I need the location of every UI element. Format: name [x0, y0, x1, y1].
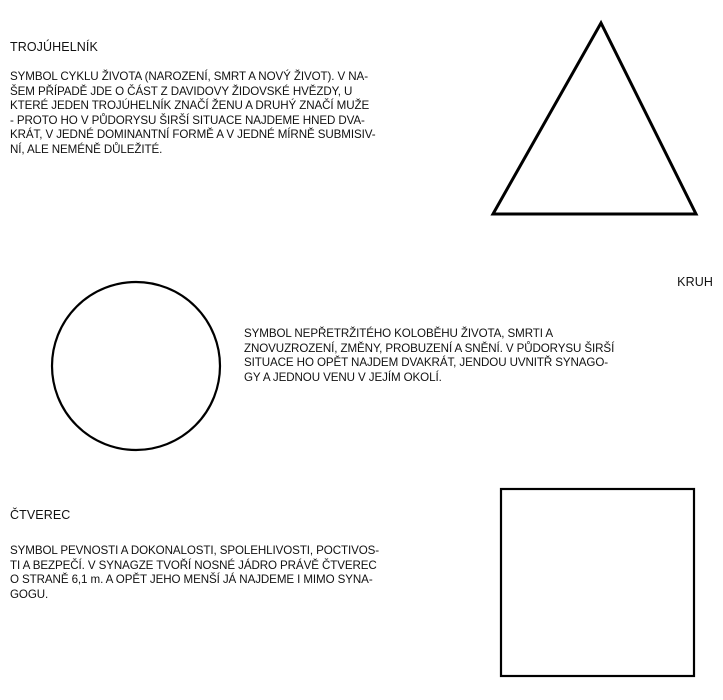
square-description-line: TI A BEZPEČÍ. V SYNAGZE TVOŘÍ NOSNÉ JÁDRO PRÁVĚ ČTVEREC	[10, 558, 377, 572]
triangle-description	[10, 70, 375, 158]
square-heading: ČTVEREC	[10, 508, 71, 522]
square-outline	[501, 489, 694, 676]
circle-heading: KRUH	[677, 275, 713, 289]
triangle-description-line: - PROTO HO V PŮDORYSU ŠIRŠÍ SITUACE NAJDEME HNED DVA-	[10, 113, 365, 127]
triangle-description-line: KTERÉ JEDEN TROJÚHELNÍK ZNAČÍ ŽENU A DRUHÝ ZNAČÍ MUŽE	[10, 99, 370, 113]
square-description	[10, 544, 379, 602]
circle-description-line: SYMBOL NEPŘETRŽITÉHO KOLOBĚHU ŽIVOTA, SMRTI A	[244, 327, 554, 340]
circle-outline	[52, 282, 220, 450]
triangle-description-line: ŠEM PŘÍPADĚ JDE O ČÁST Z DAVIDOVY ŽIDOVSKÉ HVĚZDY, U	[10, 84, 353, 98]
circle-description	[244, 327, 614, 385]
square-description-line: SYMBOL PEVNOSTI A DOKONALOSTI, SPOLEHLIVOSTI, POCTIVOS-	[10, 544, 380, 557]
triangle-shape	[490, 18, 700, 218]
square-description-line: O STRANĚ 6,1 m. A OPĚT JEHO MENŠÍ JÁ NAJDEME I MIMO SYNA-	[10, 573, 373, 587]
circle-description-line: GY A JEDNOU VENU V JEJÍM OKOLÍ.	[244, 370, 442, 384]
square-description-line: GOGU.	[10, 587, 49, 601]
triangle-description-line: NÍ, ALE NEMÉNĚ DŮLEŽITÉ.	[10, 142, 163, 156]
circle-description-line: ZNOVUZROZENÍ, ZMĚNY, PROBUZENÍ A SNĚNÍ. V PŮDORYSU ŠIRŠÍ	[244, 341, 615, 355]
square-shape	[498, 486, 698, 680]
triangle-heading: TROJÚHELNÍK	[10, 40, 98, 54]
triangle-description-line: KRÁT, V JEDNÉ DOMINANTNÍ FORMĚ A V JEDNÉ MÍRNĚ SUBMISIV-	[10, 128, 376, 142]
circle-shape	[48, 278, 224, 454]
triangle-description-line: SYMBOL CYKLU ŽIVOTA (NAROZENÍ, SMRT A NOVÝ ŽIVOT). V NA-	[10, 70, 368, 83]
triangle-outline	[493, 23, 696, 214]
circle-description-line: SITUACE HO OPĚT NAJDEM DVAKRÁT, JENDOU UVNITŘ SYNAGO-	[244, 356, 609, 370]
